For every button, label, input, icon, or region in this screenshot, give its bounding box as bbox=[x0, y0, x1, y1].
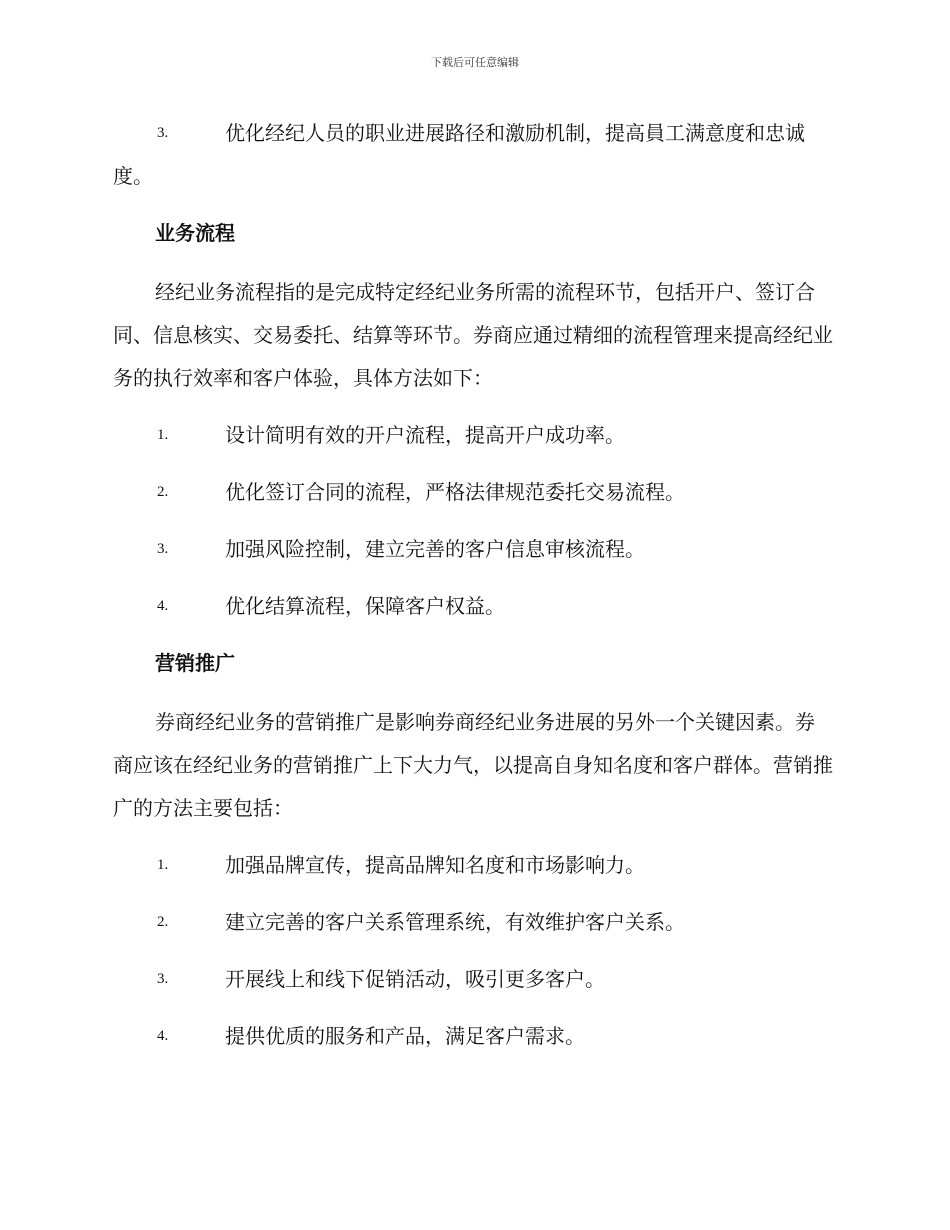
list-item bbox=[113, 901, 833, 944]
list-number: 1. bbox=[157, 857, 169, 873]
list-item bbox=[113, 844, 833, 887]
list-item bbox=[113, 471, 833, 514]
list-item-text: 优化经纪人员的职业进展路径和激励机制，提高員工满意度和忠诚度。 bbox=[113, 121, 805, 188]
list-item-text: 加强风险控制，建立完善的客户信息审核流程。 bbox=[225, 537, 645, 561]
list-item bbox=[113, 585, 833, 628]
list-item-text: 设计简明有效的开户流程，提高开户成功率。 bbox=[225, 423, 625, 447]
list-item-text: 建立完善的客户关系管理系统，有效维护客户关系。 bbox=[225, 910, 685, 934]
section-heading-marketing: 营销推广 bbox=[155, 651, 235, 675]
list-item bbox=[113, 958, 833, 1001]
list-number: 4. bbox=[157, 1028, 169, 1044]
list-item bbox=[113, 1015, 833, 1058]
section-heading-process: 业务流程 bbox=[155, 221, 235, 245]
page-header: 下载后可任意编辑 bbox=[431, 56, 519, 69]
list-item bbox=[113, 414, 833, 457]
list-number: 1. bbox=[157, 427, 169, 443]
section-process-intro: 经纪业务流程指的是完成特定经纪业务所需的流程环节，包括开户、签订合同、信息核实、交易委托、结算等环节。券商应通过精细的流程管理来提高经纪业务的执行效率和客户体验，具体方法如下： bbox=[113, 280, 833, 390]
list-number: 3. bbox=[157, 125, 169, 141]
list-item-text: 开展线上和线下促销活动，吸引更多客户。 bbox=[225, 967, 605, 991]
list-item-text: 提供优质的服务和产品，满足客户需求。 bbox=[225, 1024, 585, 1048]
list-item-continued bbox=[113, 112, 833, 198]
list-number: 2. bbox=[157, 484, 169, 500]
list-number: 4. bbox=[157, 598, 169, 614]
list-item bbox=[113, 528, 833, 571]
section-marketing-intro: 券商经纪业务的营销推广是影响券商经纪业务进展的另外一个关键因素。券商应该在经纪业务的营销推广上下大力气，以提高自身知名度和客户群体。营销推广的方法主要包括： bbox=[113, 710, 833, 820]
list-item-text: 加强品牌宣传，提高品牌知名度和市场影响力。 bbox=[225, 853, 645, 877]
list-item-text: 优化签订合同的流程，严格法律规范委托交易流程。 bbox=[225, 480, 685, 504]
list-number: 2. bbox=[157, 914, 169, 930]
document-body bbox=[113, 112, 833, 1072]
list-number: 3. bbox=[157, 541, 169, 557]
list-number: 3. bbox=[157, 971, 169, 987]
list-item-text: 优化结算流程，保障客户权益。 bbox=[225, 594, 505, 618]
